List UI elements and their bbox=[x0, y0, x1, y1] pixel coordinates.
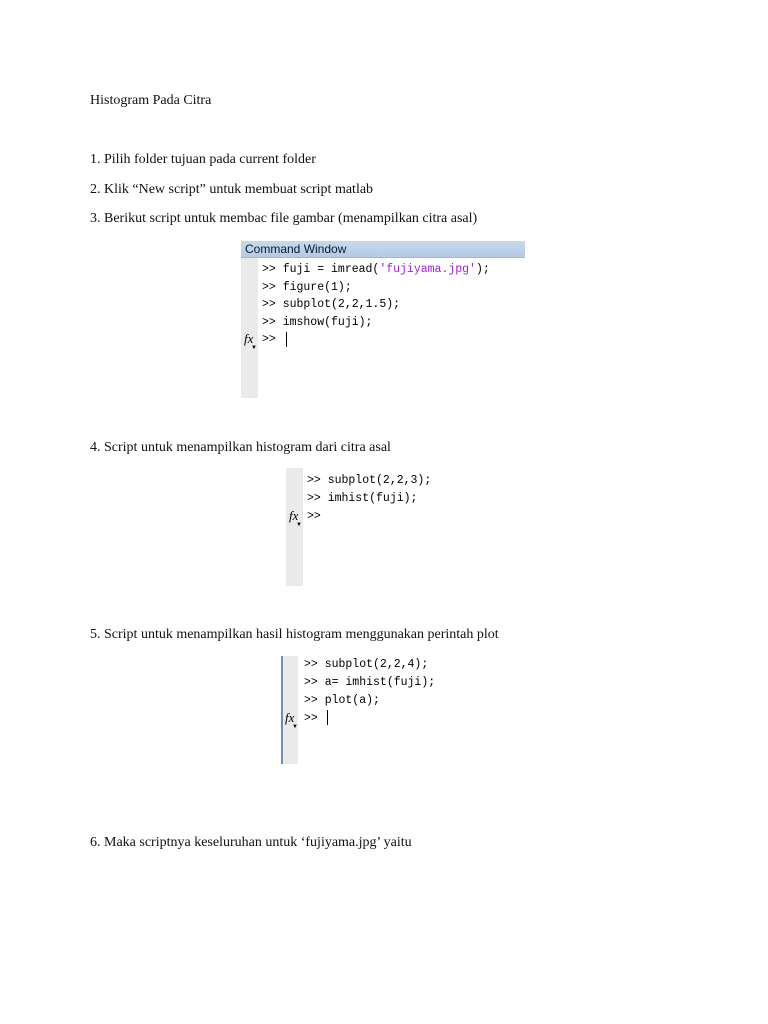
command-window-header: Command Window bbox=[241, 241, 525, 258]
text-cursor bbox=[327, 710, 328, 725]
code-line: >> figure(1); bbox=[262, 281, 352, 294]
step-5-text: 5. Script untuk menampilkan hasil histogram menggunakan perintah plot bbox=[90, 627, 499, 642]
fx-icon[interactable]: fx bbox=[289, 508, 299, 523]
command-prompt[interactable]: >> bbox=[262, 333, 276, 346]
window-edge bbox=[281, 656, 283, 764]
fx-icon[interactable]: fx bbox=[285, 710, 295, 725]
command-prompt[interactable]: >> bbox=[304, 712, 318, 725]
code-line: >> subplot(2,2,4); bbox=[304, 658, 429, 671]
fx-dropdown-icon[interactable]: ▼ bbox=[292, 724, 298, 730]
command-prompt[interactable]: >> bbox=[307, 510, 321, 523]
step-3-text: 3. Berikut script untuk membac file gambar (menampilkan citra asal) bbox=[90, 211, 478, 226]
code-line: >> imhist(fuji); bbox=[307, 492, 418, 505]
command-window-gutter bbox=[241, 258, 258, 398]
step-6-text: 6. Maka scriptnya keseluruhan untuk ‘fujiyama.jpg’ yaitu bbox=[90, 835, 412, 850]
code-line: >> subplot(2,2,3); bbox=[307, 474, 432, 487]
page-title: Histogram Pada Citra bbox=[90, 93, 212, 108]
command-window-screenshot-3 bbox=[281, 656, 531, 764]
fx-icon[interactable]: fx bbox=[244, 331, 254, 346]
code-line: >> plot(a); bbox=[304, 694, 380, 707]
command-window-screenshot-2 bbox=[286, 468, 536, 586]
code-line: >> fuji = imread('fujiyama.jpg'); bbox=[262, 263, 490, 276]
step-2-text: 2. Klik “New script” untuk membuat script matlab bbox=[90, 182, 374, 197]
step-1-text: 1. Pilih folder tujuan pada current folder bbox=[90, 152, 316, 167]
step-4-text: 4. Script untuk menampilkan histogram dari citra asal bbox=[90, 440, 391, 455]
code-line: >> subplot(2,2,1.5); bbox=[262, 298, 401, 311]
code-line: >> imshow(fuji); bbox=[262, 316, 373, 329]
fx-dropdown-icon[interactable]: ▼ bbox=[251, 345, 257, 351]
text-cursor bbox=[286, 332, 287, 347]
command-window-screenshot-1 bbox=[241, 241, 525, 398]
code-line: >> a= imhist(fuji); bbox=[304, 676, 436, 689]
fx-dropdown-icon[interactable]: ▼ bbox=[296, 522, 302, 528]
